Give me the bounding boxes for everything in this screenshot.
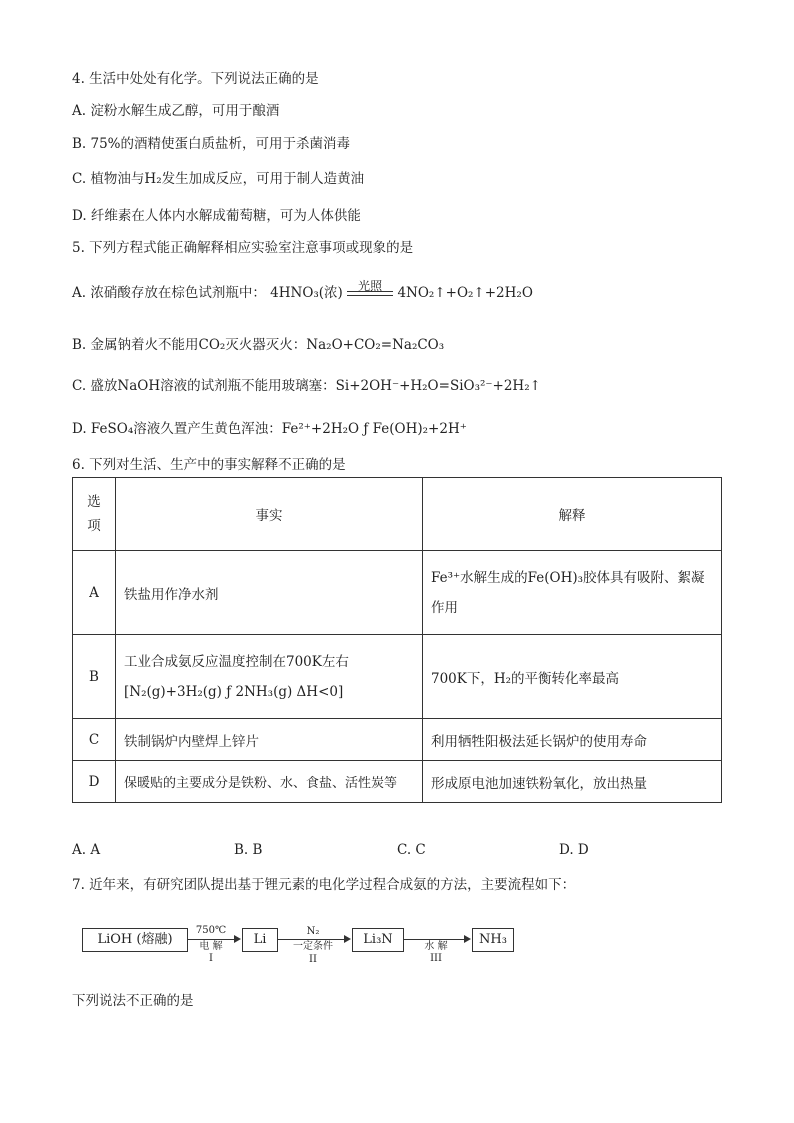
flow-box-li3n: Li₃N [352,928,404,952]
row-option: D [73,761,116,803]
q5-equation-left: 4HNO₃(浓) [270,285,343,301]
choice-d: D. D [559,842,589,858]
q5-option-a [72,281,533,301]
step1-temperature: 750℃ [195,925,227,936]
row-explanation [423,551,722,635]
header-explanation: 解释 [423,478,722,551]
row-explanation: 利用牺牲阳极法延长锅炉的使用寿命 [423,719,722,761]
step3-condition: 水 解 [424,941,448,952]
arrow-1 [187,939,236,940]
arrow-2 [277,939,346,940]
q4-option-b: B. 75%的酒精使蛋白质盐析，可用于杀菌消毒 [72,136,351,152]
arrow-3 [403,939,466,940]
step2-condition: 一定条件 [293,941,333,952]
q5-equation-right: 4NO₂↑+O₂↑+2H₂O [397,285,533,301]
header-option-top: 选 [87,494,101,510]
q4-option-a: A. 淀粉水解生成乙醇，可用于酿酒 [72,103,280,119]
q5-stem: 5. 下列方程式能正确解释相应实验室注意事项或现象的是 [72,240,414,256]
row-fact: 铁盐用作净水剂 [116,551,423,635]
q4-option-c: C. 植物油与H₂发生加成反应，可用于制人造黄油 [72,171,365,187]
q5-condition-label: 光照 [358,279,383,293]
row-fact-line2: [N₂(g)+3H₂(g) ƒ 2NH₃(g) ΔH<0] [124,683,344,700]
step2-reagent: N₂ [306,926,320,937]
step2-number: II [309,954,317,965]
q5-equation-condition [347,279,393,301]
table-row [73,635,722,719]
q5-option-d: D. FeSO₄溶液久置产生黄色浑浊：Fe²⁺+2H₂O ƒ Fe(OH)₂+2H⁺ [72,421,467,437]
q7-flow-diagram [82,918,532,978]
q4-option-d: D. 纤维素在人体内水解成葡萄糖，可为人体供能 [72,208,361,224]
header-fact: 事实 [116,478,423,551]
q6-stem: 6. 下列对生活、生产中的事实解释不正确的是 [72,457,346,473]
step1-number: I [209,953,213,964]
table-header-row [73,478,722,551]
q4-stem: 4. 生活中处处有化学。下列说法正确的是 [72,71,319,87]
q6-facts-table [72,477,722,803]
flow-box-li: Li [242,928,278,952]
q5-option-c: C. 盛放NaOH溶液的试剂瓶不能用玻璃塞：Si+2OH⁻+H₂O=SiO₃²⁻+2H₂↑ [72,378,541,394]
row-explanation: 形成原电池加速铁粉氧化，放出热量 [423,761,722,803]
header-option [73,478,116,551]
step1-condition: 电 解 [199,941,223,952]
q5-option-b: B. 金属钠着火不能用CO₂灭火器灭火：Na₂O+CO₂=Na₂CO₃ [72,337,445,353]
row-fact-line1: 工业合成氨反应温度控制在700K左右 [124,653,349,670]
row-option: A [73,551,116,635]
row-explanation-line1: Fe³⁺水解生成的Fe(OH)₃胶体具有吸附、絮凝 [431,569,705,586]
row-fact [116,635,423,719]
choice-c: C. C [397,842,426,858]
flow-box-lioh: LiOH (熔融) [82,928,188,952]
flow-box-nh3: NH₃ [472,928,514,952]
choice-a: A. A [72,842,101,858]
step3-number: III [430,953,442,964]
header-option-bottom: 项 [87,518,101,534]
table-row [73,761,722,803]
q5-option-a-text: A. 浓硝酸存放在棕色试剂瓶中： [72,285,266,301]
row-option: B [73,635,116,719]
q7-stem: 7. 近年来，有研究团队提出基于锂元素的电化学过程合成氨的方法，主要流程如下： [72,877,576,893]
q7-followup: 下列说法不正确的是 [72,993,194,1009]
row-explanation-line2: 作用 [431,599,458,616]
table-row [73,551,722,635]
row-fact: 保暖贴的主要成分是铁粉、水、食盐、活性炭等 [116,761,423,803]
row-option: C [73,719,116,761]
table-row [73,719,722,761]
row-explanation: 700K下，H₂的平衡转化率最高 [423,635,722,719]
row-fact: 铁制锅炉内壁焊上锌片 [116,719,423,761]
choice-b: B. B [234,842,263,858]
